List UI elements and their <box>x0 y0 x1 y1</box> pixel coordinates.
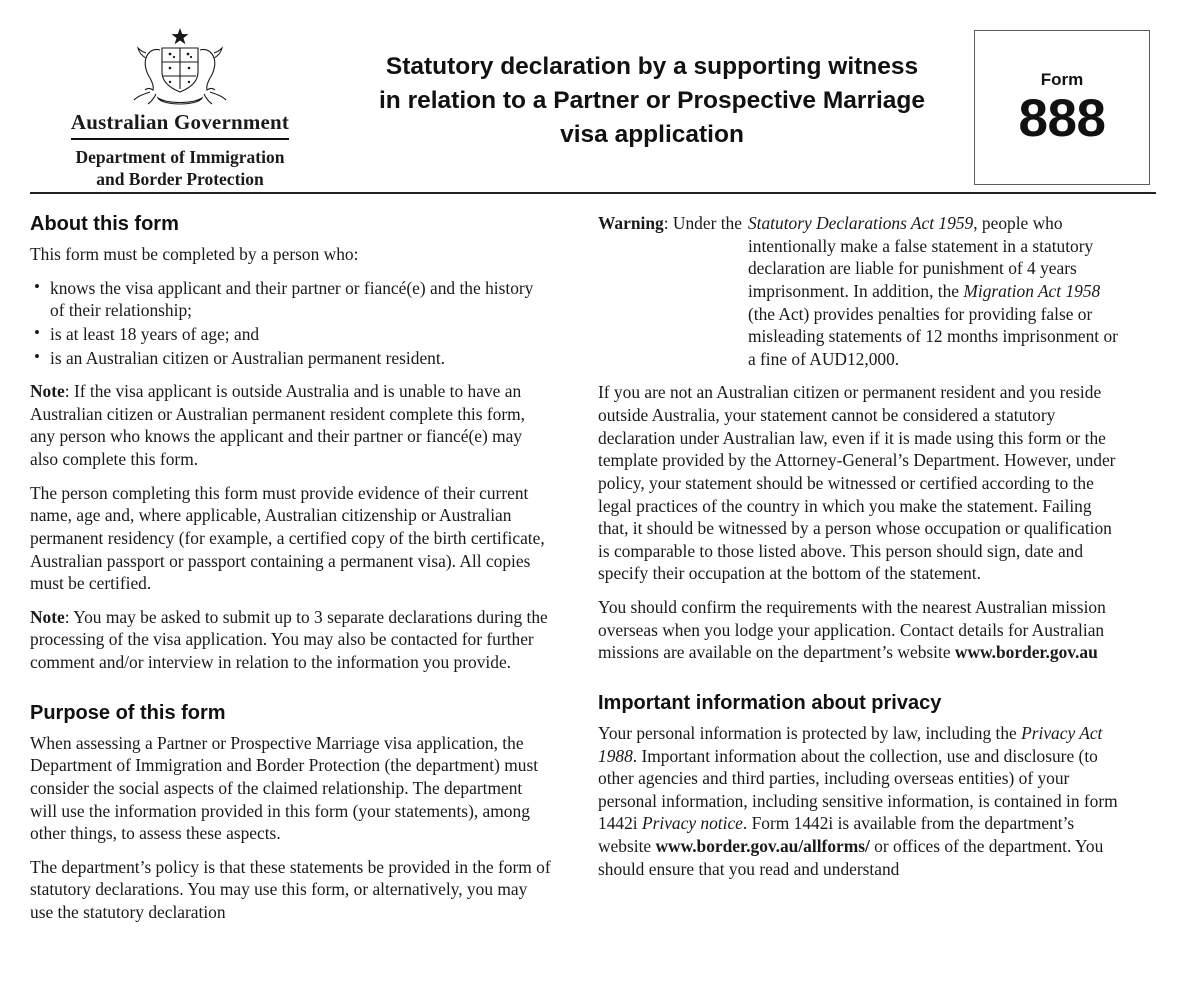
note-label: Note <box>30 381 65 402</box>
privacy-text-part1: Your personal information is protected by law, including the <box>598 722 1022 743</box>
warning-colon: : Under the <box>663 213 742 233</box>
list-item: • is an Australian citizen or Australian permanent resident. <box>50 347 552 370</box>
form-title-line3: visa application <box>560 120 744 148</box>
government-branding <box>30 22 330 191</box>
list-item: • knows the visa applicant and their partner or fiancé(e) and the history of their relationship; <box>50 277 552 322</box>
form-title-line1: Statutory declaration by a supporting witness <box>385 53 919 80</box>
warning-text-part3: (the Act) provides penalties for providing false or misleading statements of 12 months imprisonment or a fine of AUD12,000. <box>747 303 1118 369</box>
about-intro-text: This form must be completed by a person who: <box>30 244 359 264</box>
note-text: : If the visa applicant is outside Australia and is unable to have an Australian citizen or Australian permanent resident complete this form, any person who knows the applicant and their partner or fiancé(e) may also complete this form. <box>30 381 525 469</box>
list-item: • is at least 18 years of age; and <box>50 323 552 346</box>
department-website-link[interactable]: www.border.gov.au <box>954 642 1098 663</box>
about-bullet-list <box>30 277 552 370</box>
allforms-website-link[interactable]: www.border.gov.au/allforms/ <box>655 836 870 856</box>
page-header <box>30 0 1156 190</box>
purpose-paragraph-2: The department’s policy is that these statements be provided in the form of statutory declarations. You may use this form, or alternatively, you may use the statutory declaration <box>30 856 551 922</box>
note-declarations <box>30 606 552 674</box>
australian-coat-of-arms-icon <box>120 26 240 108</box>
right-column <box>598 212 1120 924</box>
confirm-text: You should confirm the requirements with the nearest Australian mission overseas when you lodge your application. Contact details for Australian missions are available on the department’s website <box>598 597 1106 663</box>
privacy-heading: Important information about privacy <box>598 691 942 714</box>
note-outside-australia <box>30 380 552 471</box>
department-name-line2: and Border Protection <box>96 169 264 190</box>
department-name-line1: Department of Immigration <box>75 147 285 168</box>
content-columns <box>30 194 1156 924</box>
privacy-paragraph <box>598 722 1120 880</box>
about-this-form-heading: About this form <box>30 213 179 235</box>
form-label: Form <box>1040 70 1084 89</box>
evidence-paragraph: The person completing this form must provide evidence of their current name, age and, where applicable, Australian citizenship or Australian permanent residency (for example, a certified copy of the birth certificate, Australian passport or passport containing a permanent visa). All copies must be certified. <box>30 482 545 594</box>
department-name <box>30 147 330 191</box>
government-name: Australian Government <box>71 110 289 140</box>
form-number-box <box>974 30 1150 185</box>
warning-text <box>748 212 1120 370</box>
warning-block <box>598 212 1120 370</box>
warning-label: Warning <box>598 213 664 233</box>
privacy-text-part4: or offices of the department. You should ensure that you read and understand <box>598 836 1104 879</box>
note-text: : You may be asked to submit up to 3 separate declarations during the processing of the visa application. You may also be contacted for further comment and/or interview in relation to the information you provide. <box>30 606 548 672</box>
warning-label-wrap <box>598 212 748 370</box>
purpose-paragraph-1: When assessing a Partner or Prospective Marriage visa application, the Department of Immigration and Border Protection (the department) must consider the social aspects of the claimed relationship. The department will use the information provided in this form (your statements), among other things, to assess these aspects. <box>30 732 539 844</box>
non-resident-paragraph: If you are not an Australian citizen or permanent resident and you reside outside Australia, your statement cannot be considered a statutory declaration under Australian law, even if it is made using this form or the template provided by the Attorney-General’s Department. However, under policy, your statement should be witnessed or certified according to the legal practices of the country in which you make the statement. Failing that, it should be witnessed by a person whose occupation or qualification is comparable to those listed above. This person should sign, date and specify their occupation at the bottom of the statement. <box>598 382 1116 584</box>
migration-act-reference: Migration Act 1958 <box>963 280 1101 301</box>
form-number: 888 <box>1018 89 1106 148</box>
page-title <box>348 50 956 151</box>
privacy-text-part3: . Form 1442i is available from the department’s website <box>598 813 1075 856</box>
privacy-text-part2: . Important information about the collection, use and disclosure (to other agencies and third parties, including overseas entities) of your personal information, including sensitive information, is contained in form 1442i <box>598 745 1118 834</box>
statutory-declarations-act-reference: Statutory Declarations Act 1959 <box>747 213 974 233</box>
left-column <box>30 212 552 924</box>
note-label: Note <box>30 606 65 627</box>
privacy-notice-reference: Privacy notice <box>641 813 743 834</box>
form-title-block <box>330 22 974 151</box>
warning-text-part2: , people who intentionally make a false statement in a statutory declaration are liable for punishment of 4 years imprisonment. In addition, the <box>747 213 1094 301</box>
form-title-line2: in relation to a Partner or Prospective Marriage <box>379 86 925 114</box>
privacy-act-reference: Privacy Act 1988 <box>598 722 1103 766</box>
confirm-requirements-paragraph <box>598 596 1120 664</box>
purpose-of-form-heading: Purpose of this form <box>30 701 226 724</box>
